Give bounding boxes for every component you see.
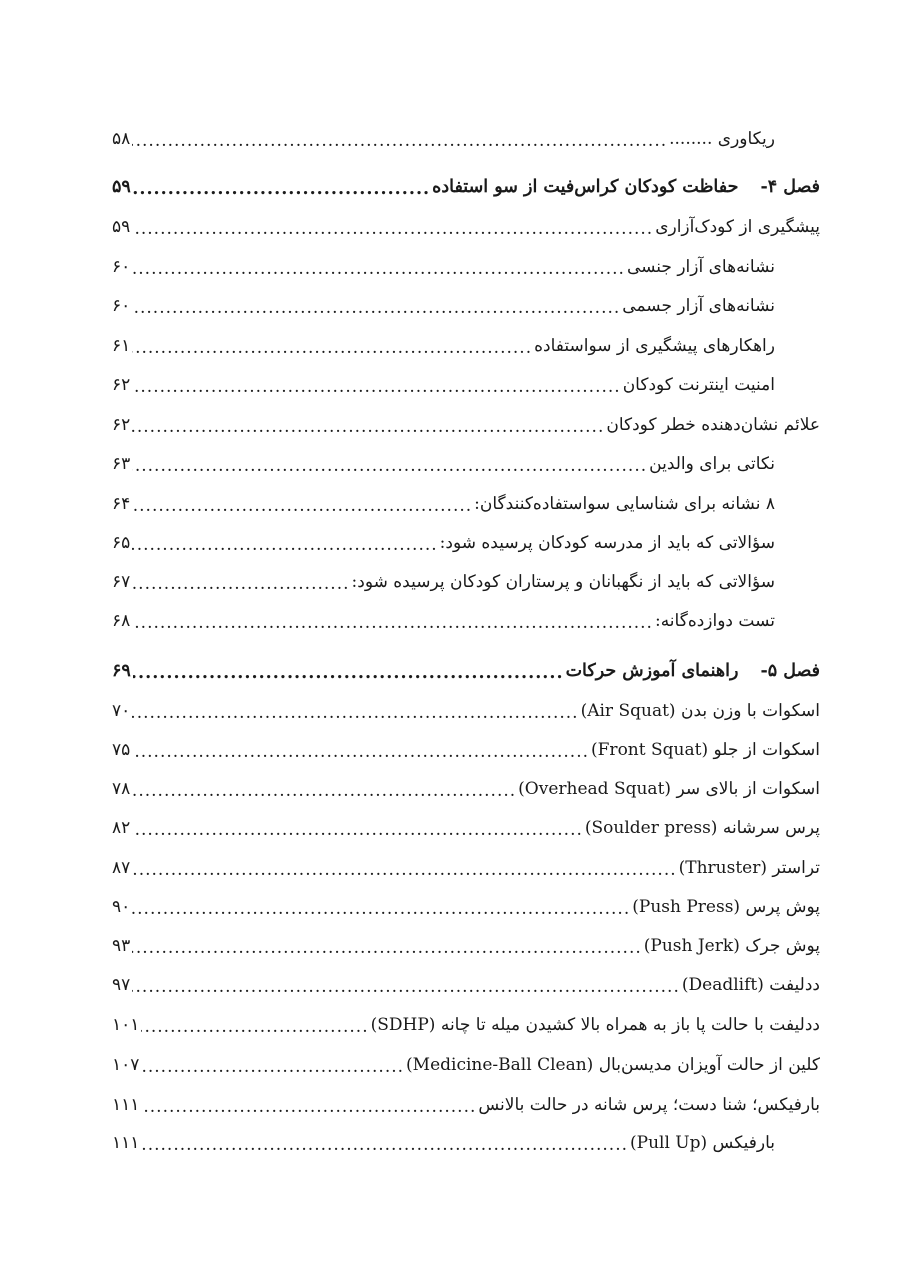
toc-entry-title: نشانه‌های آزار جنسی (626, 257, 775, 277)
toc-entry-title: بارفیکس (Pull Up) (630, 1133, 775, 1153)
dot-leader (132, 854, 676, 881)
toc-entry-title: پرس سرشانه (Soulder press) (584, 818, 820, 838)
dot-leader (132, 213, 653, 240)
toc-entry-title: پوش پرس (Push Press) (632, 897, 820, 917)
toc-entry-page: ۹۷ (112, 975, 131, 995)
toc-entry-page: ۶۹ (112, 661, 131, 681)
dot-leader (132, 529, 437, 556)
toc-entry-title: علائم نشان‌دهنده خطر کودکان (606, 415, 820, 435)
toc-chapter-title-wrap (566, 661, 820, 681)
toc-entry-page: ۶۴ (112, 494, 131, 514)
toc-entry-title: ۸ نشانه برای شناسایی سواستفاده‌کنندگان: (474, 494, 775, 514)
dot-leader (132, 568, 349, 595)
dot-leader (132, 814, 583, 841)
dot-leader (132, 125, 667, 152)
toc-entry-page: ۶۲ (112, 375, 131, 395)
dot-leader (132, 253, 625, 280)
dot-leader (132, 932, 642, 959)
toc-entry-page: ۱۱۱ (112, 1095, 140, 1115)
dot-leader (132, 697, 578, 724)
toc-entry-title: نشانه‌های آزار جسمی (622, 296, 775, 316)
toc-entry[interactable] (112, 370, 775, 400)
toc-entry[interactable] (112, 735, 820, 765)
toc-entry[interactable] (112, 606, 775, 636)
toc-entry-page: ۶۲ (112, 415, 131, 435)
toc-entry-page: ۶۷ (112, 572, 131, 592)
toc-entry-page: ۹۰ (112, 897, 131, 917)
toc-entry-title: سؤالاتی که باید از مدرسه کودکان پرسیده شود: (439, 533, 775, 553)
dot-leader (132, 490, 472, 517)
toc-entry-title: نکاتی برای والدین (649, 454, 775, 474)
dot-leader (132, 736, 589, 763)
toc-entry[interactable] (112, 212, 820, 242)
toc-entry-title: پوش جرک (Push Jerk) (643, 936, 820, 956)
toc-entry[interactable] (112, 528, 775, 558)
dot-leader (133, 173, 430, 201)
dot-leader (141, 1091, 476, 1118)
toc-entry[interactable] (112, 892, 820, 922)
dot-leader (141, 1129, 628, 1156)
dot-leader (132, 371, 620, 398)
toc-entry-title: تست دوازده‌گانه: (654, 611, 775, 631)
toc-entry[interactable] (112, 489, 775, 519)
dot-leader (132, 971, 680, 998)
toc-entry-title: کلین از حالت آویزان مدیسن‌بال (Medicine-Ball Clean) (406, 1055, 820, 1075)
toc-entry-page: ۷۸ (112, 779, 131, 799)
dot-leader (132, 775, 516, 802)
toc-entry[interactable] (112, 970, 820, 1000)
toc-entry-page: ۶۸ (112, 611, 131, 631)
toc-entry-title: ددلیفت (Deadlift) (681, 975, 820, 995)
toc-entry-page: ۷۰ (112, 701, 131, 721)
toc-entry-title: اسکوات از بالای سر (Overhead Squat) (518, 779, 820, 799)
toc-entry-page: ۵۹ (112, 217, 131, 237)
toc-entry-page: ۶۰ (112, 257, 131, 277)
toc-entry-title: سؤالاتی که باید از نگهبانان و پرستاران کودکان پرسیده شود: (351, 572, 775, 592)
toc-chapter-heading[interactable] (112, 656, 820, 686)
dot-leader (141, 1051, 404, 1078)
toc-entry[interactable] (112, 1010, 820, 1040)
toc-entry-title: ریکاوری ........ (669, 129, 775, 149)
toc-entry-page: ۸۷ (112, 858, 131, 878)
toc-entry-page: ۱۰۷ (112, 1055, 140, 1075)
toc-entry[interactable] (112, 1050, 820, 1080)
dot-leader (132, 607, 653, 634)
toc-entry[interactable] (112, 331, 775, 361)
toc-entry-title: پیشگیری از کودک‌آزاری (655, 217, 820, 237)
dot-leader (132, 292, 620, 319)
dot-leader (132, 411, 604, 438)
toc-entry-page: ۶۱ (112, 336, 131, 356)
dot-leader (132, 893, 630, 920)
toc-chapter-title-wrap (432, 177, 820, 197)
toc-entry[interactable] (112, 410, 820, 440)
toc-entry[interactable] (112, 813, 820, 843)
toc-entry-page: ۶۰ (112, 296, 131, 316)
toc-entry-page: ۱۰۱ (112, 1015, 140, 1035)
toc-entry-title: اسکوات از جلو (Front Squat) (591, 740, 820, 760)
toc-entry-page: ۶۵ (112, 533, 131, 553)
toc-entry-title: تراستر (Thruster) (678, 858, 820, 878)
toc-chapter-title: حفاظت کودکان کراس‌فیت از سو استفاده (432, 177, 739, 197)
toc-entry[interactable] (112, 696, 820, 726)
toc-entry-title: ددلیفت با حالت پا باز به همراه بالا کشیدن میله تا چانه (SDHP) (370, 1015, 820, 1035)
dot-leader (133, 657, 564, 685)
toc-entry[interactable] (112, 774, 820, 804)
toc-entry-page: ۹۳ (112, 936, 131, 956)
toc-entry-page: ۷۵ (112, 740, 131, 760)
toc-entry[interactable] (112, 252, 775, 282)
toc-entry-page: ۵۹ (112, 177, 131, 197)
toc-entry-page: ۶۳ (112, 454, 131, 474)
toc-entry[interactable] (112, 291, 775, 321)
dot-leader (132, 450, 647, 477)
dot-leader (141, 1011, 368, 1038)
toc-entry-title: امنیت اینترنت کودکان (622, 375, 775, 395)
toc-entry-title: راهکارهای پیشگیری از سواستفاده (534, 336, 775, 356)
toc-chapter-heading[interactable] (112, 172, 820, 202)
toc-chapter-title: راهنمای آموزش حرکات (565, 661, 739, 681)
toc-entry[interactable] (112, 567, 775, 597)
toc-entry-page: ۸۲ (112, 818, 131, 838)
toc-entry[interactable] (112, 124, 775, 154)
toc-chapter-label: فصل ۵- (760, 661, 820, 681)
toc-entry[interactable] (112, 853, 820, 883)
toc-entry[interactable] (112, 449, 775, 479)
toc-entry-title: بارفیکس؛ شنا دست؛ پرس شانه در حالت بالانس (478, 1095, 820, 1115)
toc-entry[interactable] (112, 1090, 820, 1120)
dot-leader (132, 332, 532, 359)
toc-entry-page: ۵۸ (112, 129, 131, 149)
toc-entry-page: ۱۱۱ (112, 1133, 140, 1153)
toc-entry[interactable] (112, 1128, 775, 1158)
toc-entry-title: اسکوات با وزن بدن (Air Squat) (580, 701, 820, 721)
toc-chapter-label: فصل ۴- (760, 177, 820, 197)
toc-entry[interactable] (112, 931, 820, 961)
